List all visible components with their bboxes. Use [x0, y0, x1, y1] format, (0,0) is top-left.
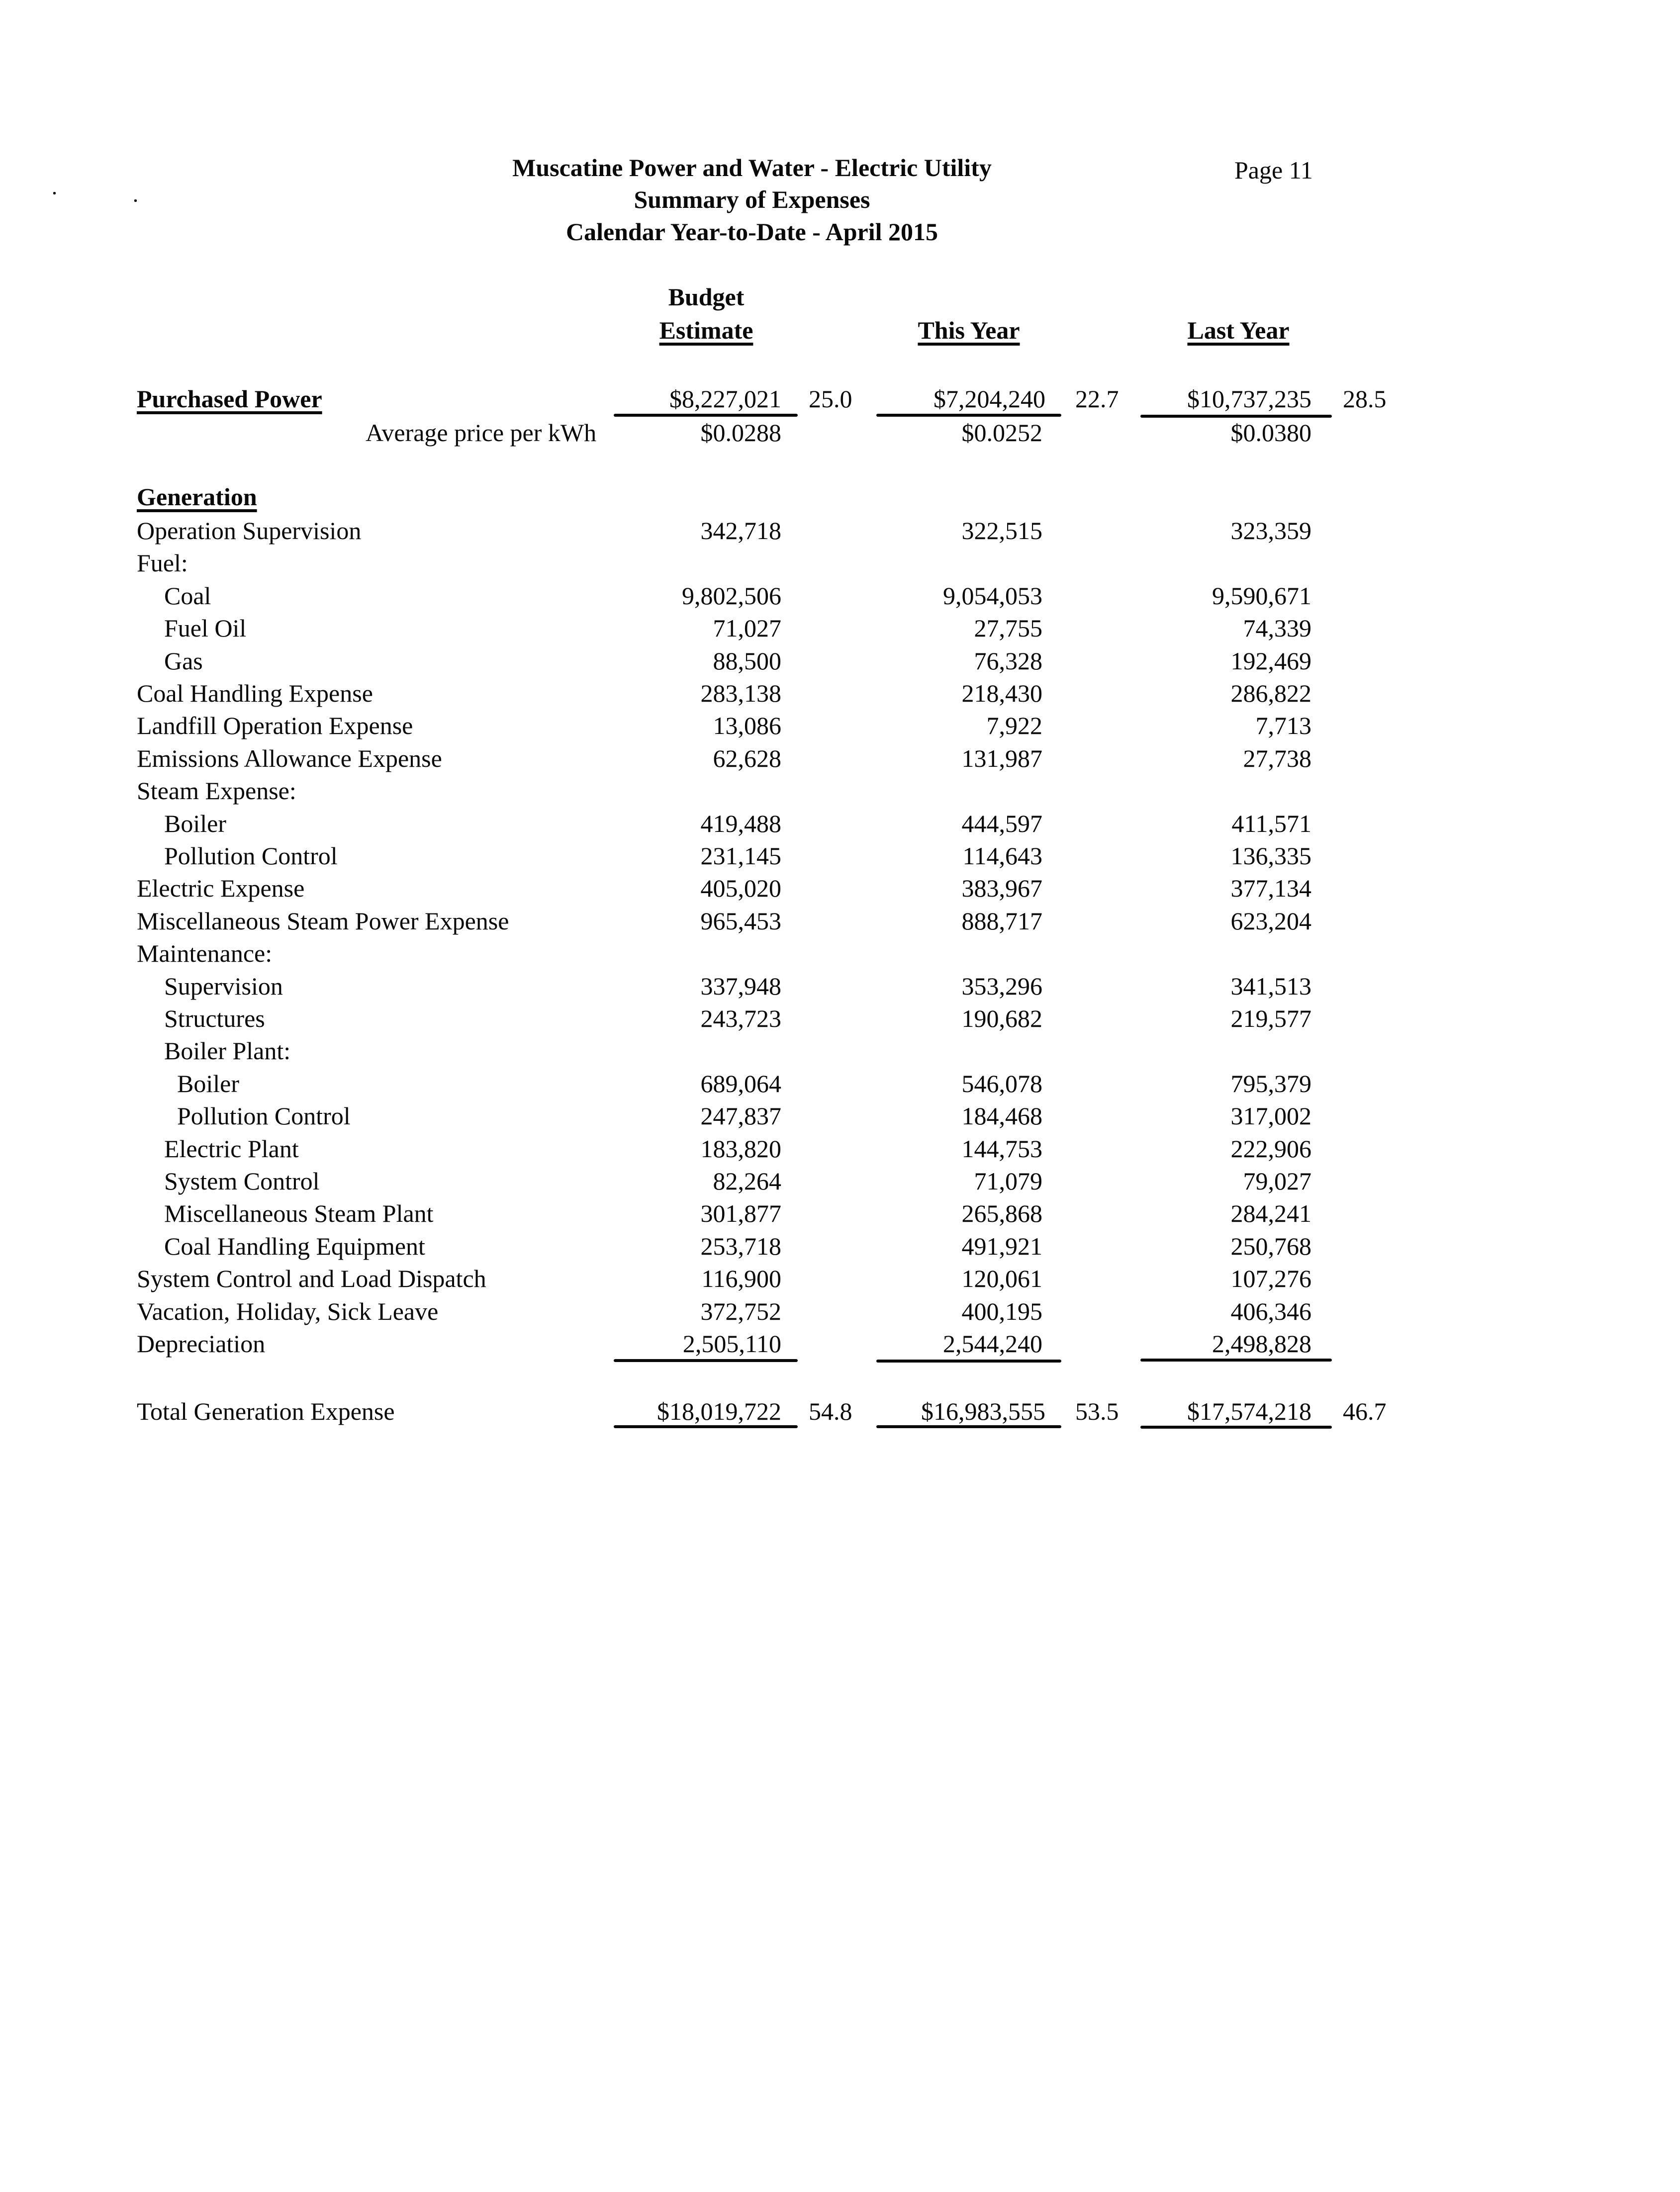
row-last-year-value: 7,713 [1255, 712, 1311, 739]
total-generation-this-year-pct: 53.5 [1075, 1397, 1119, 1425]
purchased-power-this-year: $7,204,240 [933, 385, 1045, 413]
column-header-budget-line1: Budget [668, 283, 745, 311]
row-budget-value: 253,718 [700, 1232, 781, 1260]
row-this-year-value: 400,195 [961, 1297, 1042, 1325]
row-label: Depreciation [137, 1330, 266, 1358]
row-budget-value [592, 547, 781, 579]
column-header-budget-estimate-text: Estimate [659, 316, 753, 344]
row-label: Fuel: [137, 549, 188, 577]
row-this-year-value: 7,922 [986, 712, 1042, 739]
row-this-year-value: 131,987 [961, 744, 1042, 772]
row-budget-value: 116,900 [701, 1265, 781, 1292]
row-last-year-value: 411,571 [1231, 810, 1311, 837]
row-budget-value: 88,500 [713, 647, 781, 675]
row-last-year-value: 377,134 [1230, 874, 1311, 902]
purchased-power-label-text: Purchased Power [137, 385, 322, 413]
row-last-year-value: 286,822 [1230, 679, 1311, 707]
column-header-this-year-text: This Year [918, 316, 1020, 344]
row-last-year-value: 317,002 [1230, 1102, 1311, 1130]
row-budget-value [592, 774, 781, 807]
row-this-year-value [853, 774, 1042, 807]
row-this-year-value: 2,544,240 [943, 1330, 1042, 1358]
row-last-year-value: 795,379 [1230, 1070, 1311, 1097]
depreciation-this-year-rule [876, 1360, 1061, 1363]
row-label: Boiler [177, 1070, 239, 1097]
purchased-power-last-year-pct: 28.5 [1343, 385, 1387, 413]
row-budget-value: 243,723 [700, 1005, 781, 1032]
row-budget-value: 419,488 [700, 810, 781, 837]
purchased-power-budget-pct: 25.0 [809, 385, 852, 413]
purchased-power-this-year-pct: 22.7 [1075, 385, 1119, 413]
row-label: Vacation, Holiday, Sick Leave [137, 1297, 439, 1325]
row-last-year-value: 136,335 [1230, 842, 1311, 870]
row-label: Operation Supervision [137, 517, 362, 545]
row-this-year-value: 491,921 [961, 1232, 1042, 1260]
scan-artifact [134, 199, 137, 202]
row-last-year-value: 79,027 [1243, 1167, 1311, 1195]
row-this-year-value: 120,061 [961, 1265, 1042, 1292]
purchased-power-budget: $8,227,021 [669, 385, 781, 413]
row-this-year-value: 144,753 [961, 1135, 1042, 1163]
row-label: Coal Handling Equipment [164, 1232, 425, 1260]
row-budget-value: 372,752 [700, 1297, 781, 1325]
row-this-year-value: 322,515 [961, 517, 1042, 545]
row-label: Electric Plant [164, 1135, 299, 1163]
row-this-year-value: 9,054,053 [943, 582, 1042, 610]
row-last-year-value [1122, 547, 1311, 579]
row-last-year-value: 219,577 [1230, 1005, 1311, 1032]
row-last-year-value [1122, 937, 1311, 970]
avg-price-budget: $0.0288 [700, 419, 781, 447]
row-this-year-value: 353,296 [961, 972, 1042, 1000]
row-label: Miscellaneous Steam Power Expense [137, 907, 509, 935]
row-this-year-value: 76,328 [974, 647, 1042, 675]
total-generation-last-year: $17,574,218 [1187, 1397, 1311, 1425]
row-label: Pollution Control [177, 1102, 351, 1130]
row-budget-value: 183,820 [700, 1135, 781, 1163]
row-last-year-value: 284,241 [1230, 1199, 1311, 1227]
row-budget-value: 689,064 [700, 1070, 781, 1097]
row-last-year-value: 623,204 [1230, 907, 1311, 935]
row-this-year-value: 265,868 [961, 1199, 1042, 1227]
row-budget-value [592, 1034, 781, 1067]
report-subtitle: Summary of Expenses [634, 185, 870, 213]
report-title: Muscatine Power and Water - Electric Utility [512, 154, 992, 182]
total-generation-label: Total Generation Expense [137, 1397, 395, 1425]
avg-price-label: Average price per kWh [366, 419, 597, 447]
column-header-last-year [1139, 314, 1338, 347]
row-budget-value: 2,505,110 [682, 1330, 781, 1358]
row-budget-value: 405,020 [700, 874, 781, 902]
row-label: Landfill Operation Expense [137, 712, 413, 739]
row-budget-value: 342,718 [700, 517, 781, 545]
total-generation-this-year: $16,983,555 [921, 1397, 1045, 1425]
row-this-year-value: 71,079 [974, 1167, 1042, 1195]
row-last-year-value: 27,738 [1243, 744, 1311, 772]
row-last-year-value: 2,498,828 [1212, 1330, 1311, 1358]
row-last-year-value: 74,339 [1243, 614, 1311, 642]
row-last-year-value: 341,513 [1230, 972, 1311, 1000]
purchased-power-label [137, 382, 322, 415]
row-label: Miscellaneous Steam Plant [164, 1199, 434, 1227]
row-label: System Control and Load Dispatch [137, 1265, 486, 1292]
row-last-year-value: 107,276 [1230, 1265, 1311, 1292]
row-this-year-value: 888,717 [961, 907, 1042, 935]
row-label: Steam Expense: [137, 777, 296, 805]
total-generation-last-year-pct: 46.7 [1343, 1397, 1387, 1425]
total-generation-budget: $18,019,722 [657, 1397, 781, 1425]
row-label: Emissions Allowance Expense [137, 744, 442, 772]
row-last-year-value [1122, 774, 1311, 807]
row-last-year-value: 192,469 [1230, 647, 1311, 675]
row-budget-value: 13,086 [713, 712, 781, 739]
total-generation-budget-pct: 54.8 [809, 1397, 852, 1425]
row-budget-value [592, 937, 781, 970]
row-last-year-value [1122, 1034, 1311, 1067]
row-label: Boiler Plant: [164, 1037, 291, 1065]
row-budget-value: 231,145 [700, 842, 781, 870]
row-this-year-value: 184,468 [961, 1102, 1042, 1130]
row-this-year-value: 190,682 [961, 1005, 1042, 1032]
row-budget-value: 965,453 [700, 907, 781, 935]
row-this-year-value [853, 547, 1042, 579]
depreciation-last-year-rule [1140, 1359, 1332, 1362]
row-budget-value: 82,264 [713, 1167, 781, 1195]
page-number: Page 11 [1234, 156, 1313, 184]
row-last-year-value: 323,359 [1230, 517, 1311, 545]
row-label: Coal Handling Expense [137, 679, 373, 707]
row-last-year-value: 250,768 [1230, 1232, 1311, 1260]
report-period: Calendar Year-to-Date - April 2015 [565, 218, 938, 246]
row-this-year-value: 444,597 [961, 810, 1042, 837]
purchased-power-last-year: $10,737,235 [1187, 385, 1311, 413]
row-label: Gas [164, 647, 203, 675]
row-budget-value: 301,877 [700, 1199, 781, 1227]
row-label: Boiler [164, 810, 226, 837]
row-label: Electric Expense [137, 874, 305, 902]
row-last-year-value: 222,906 [1230, 1135, 1311, 1163]
row-budget-value: 71,027 [713, 614, 781, 642]
depreciation-budget-rule [614, 1359, 798, 1362]
row-budget-value: 9,802,506 [682, 582, 781, 610]
row-label: Structures [164, 1005, 265, 1032]
row-label: Fuel Oil [164, 614, 247, 642]
total-this-year-rule [876, 1425, 1061, 1428]
column-header-budget-estimate [607, 314, 806, 347]
total-last-year-rule [1140, 1426, 1332, 1429]
row-budget-value: 337,948 [700, 972, 781, 1000]
row-budget-value: 62,628 [713, 744, 781, 772]
row-this-year-value [853, 1034, 1042, 1067]
generation-section-label-text: Generation [137, 483, 257, 511]
row-budget-value: 283,138 [700, 679, 781, 707]
row-this-year-value: 546,078 [961, 1070, 1042, 1097]
generation-section-label [137, 480, 257, 513]
avg-price-this-year: $0.0252 [961, 419, 1042, 447]
avg-price-last-year: $0.0380 [1230, 419, 1311, 447]
row-this-year-value: 218,430 [961, 679, 1042, 707]
row-label: Supervision [164, 972, 283, 1000]
total-budget-rule [614, 1425, 798, 1428]
row-last-year-value: 406,346 [1230, 1297, 1311, 1325]
row-label: System Control [164, 1167, 320, 1195]
row-label: Coal [164, 582, 211, 610]
scan-artifact [53, 192, 56, 194]
row-label: Maintenance: [137, 939, 273, 967]
row-this-year-value [853, 937, 1042, 970]
column-header-last-year-text: Last Year [1187, 316, 1290, 344]
row-this-year-value: 27,755 [974, 614, 1042, 642]
row-this-year-value: 383,967 [961, 874, 1042, 902]
row-label: Pollution Control [164, 842, 338, 870]
row-budget-value: 247,837 [700, 1102, 781, 1130]
row-last-year-value: 9,590,671 [1212, 582, 1311, 610]
column-header-this-year [869, 314, 1068, 347]
row-this-year-value: 114,643 [962, 842, 1042, 870]
